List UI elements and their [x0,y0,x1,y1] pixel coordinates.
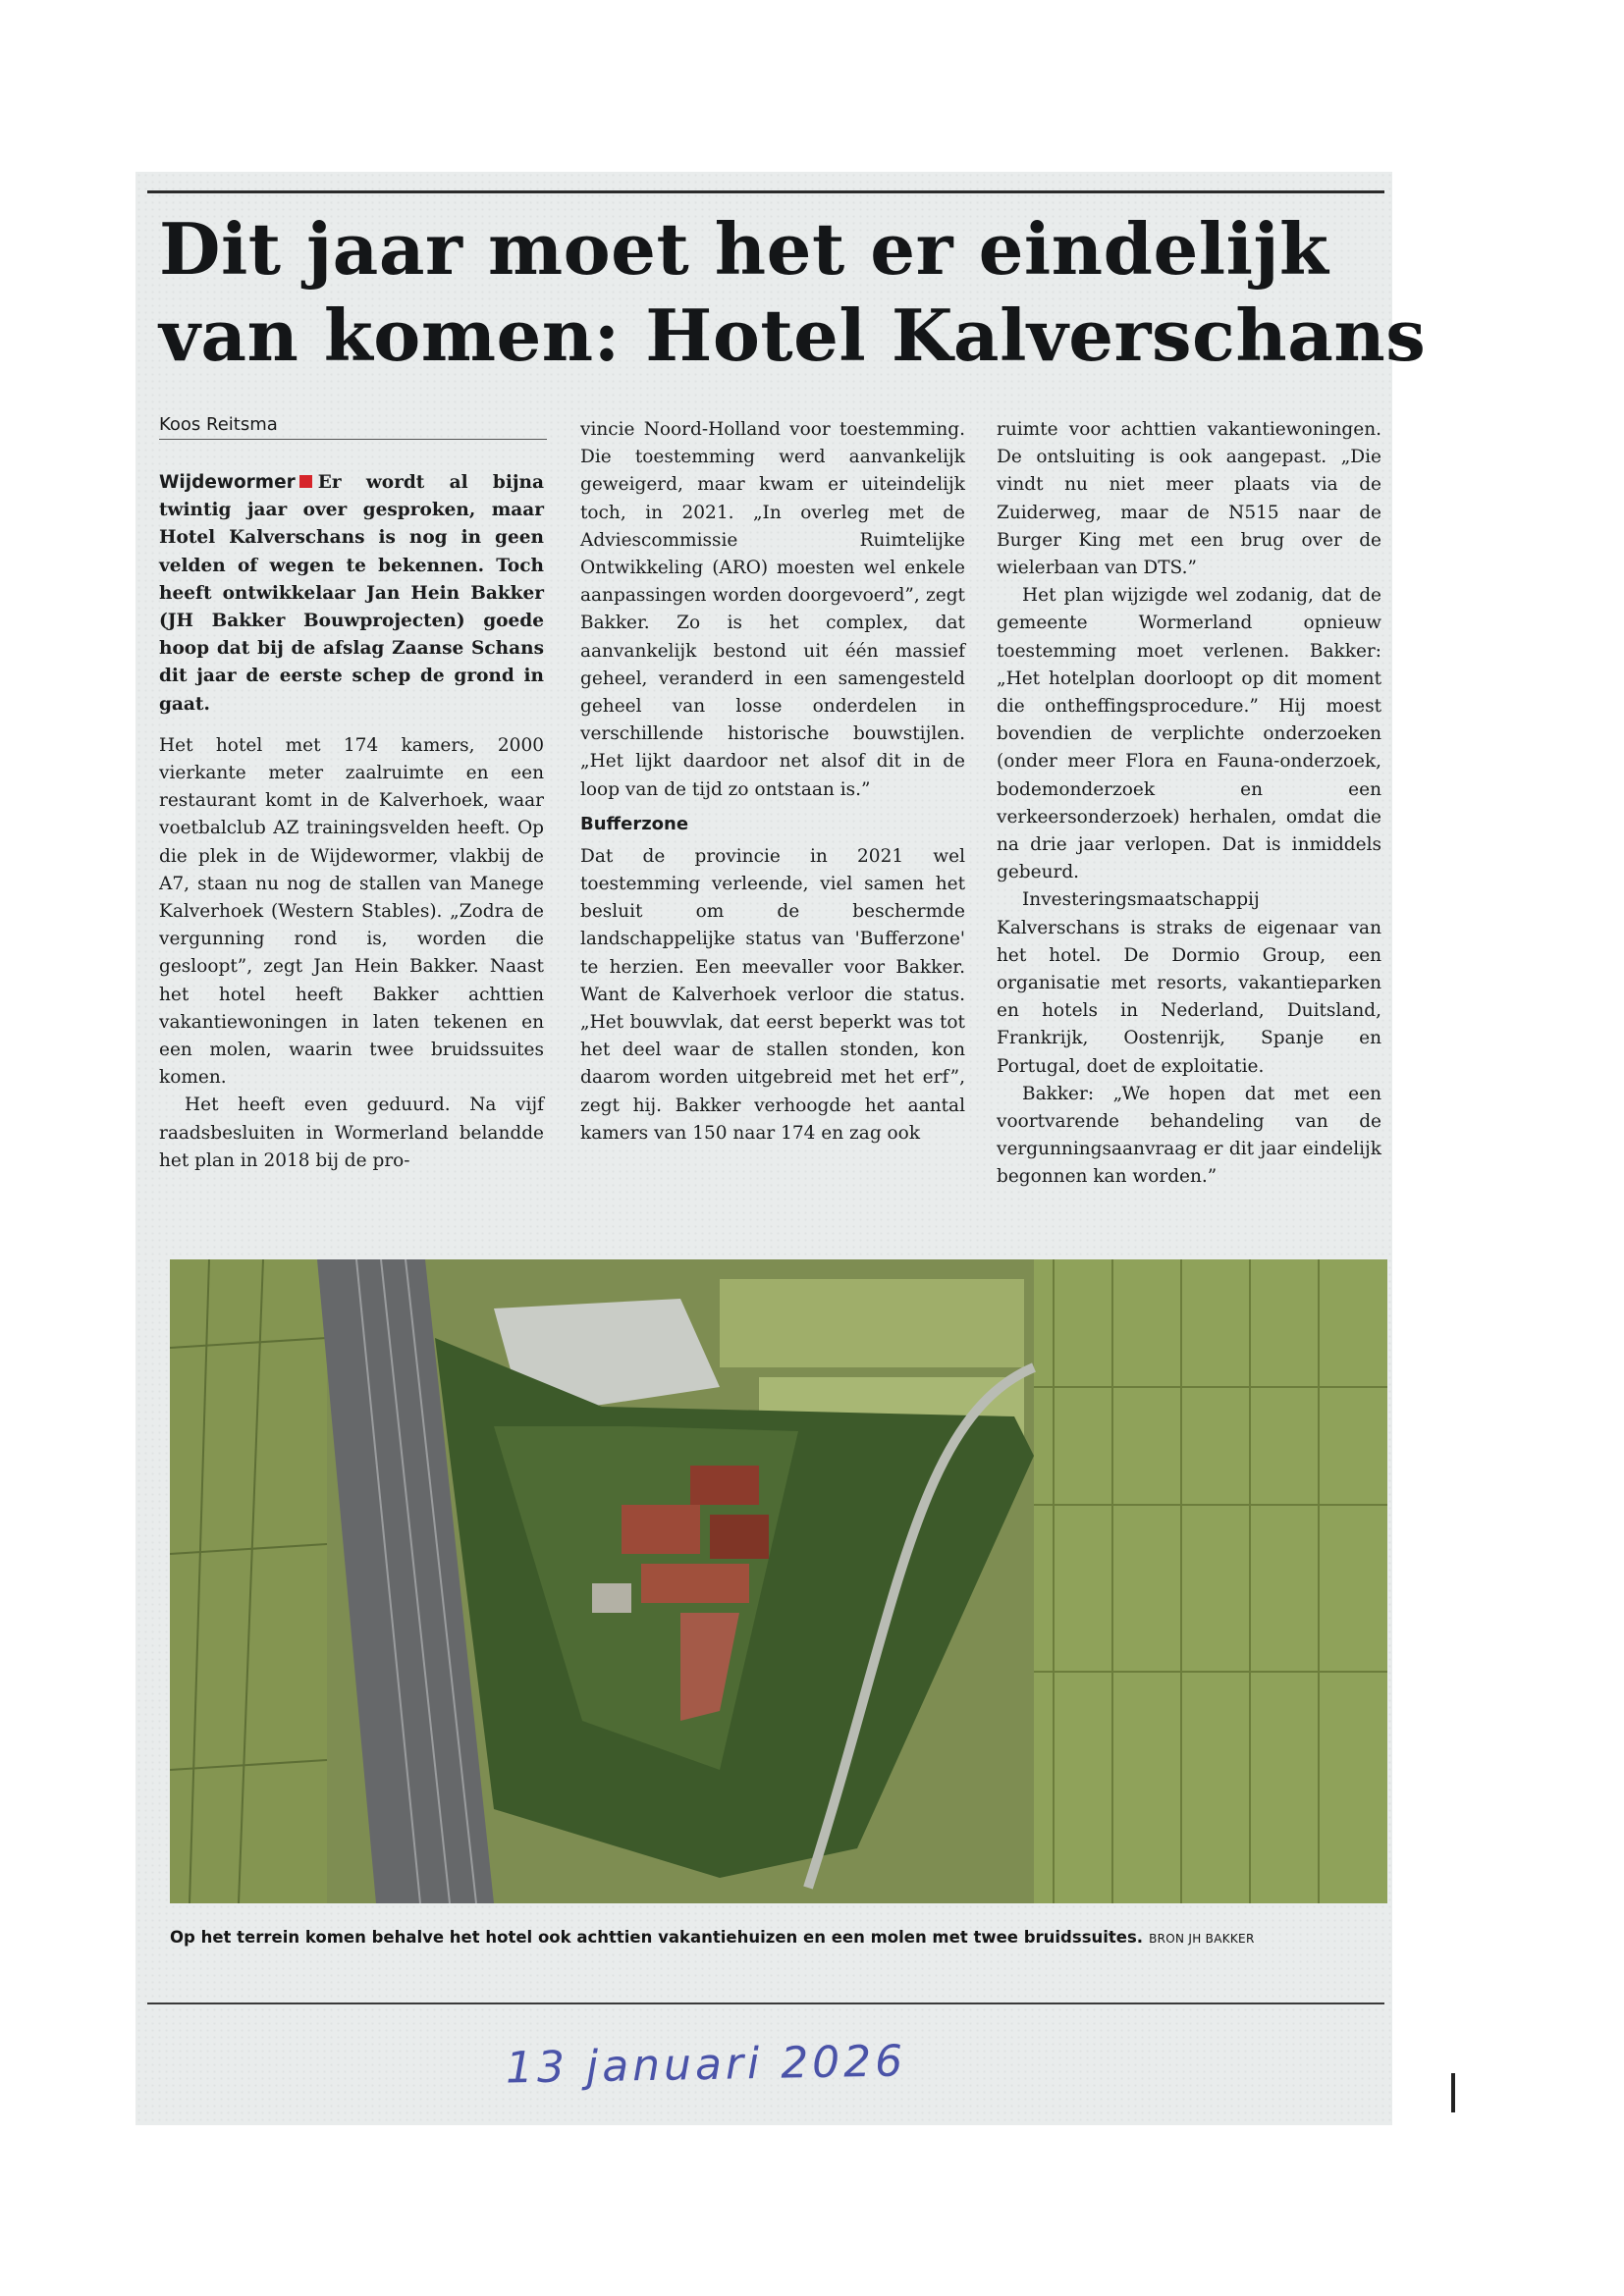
body-paragraph: vincie Noord-Holland voor toestemming. Die toestemming werd aanvankelijk geweigerd, maar kwam er uiteindelijk toch, in 2021. „In overleg met de Adviescommissie Ruimtelijke Ontwikkeling (ARO) moesten wel enkele aanpassingen worden doorgevoerd”, zegt Bakker. Zo is het complex, dat aanvankelijk bestond uit één massief geheel, veranderd in een samengesteld geheel van losse onderdelen in verschillende historische bouwstijlen. „Het lijkt daardoor net alsof dit in de loop van de tijd zo ontstaan is.” [580,419,965,800]
red-square-marker [299,475,312,488]
byline: Koos Reitsma [159,414,547,440]
body-paragraph: Bakker: „We hopen dat met een voortvarende behandeling van de vergunningsaanvraag er dit jaar eindelijk begonnen kan worden.” [997,1083,1381,1188]
body-paragraph: Investeringsmaatschappij Kalverschans is straks de eigenaar van het hotel. De Dormio Group, een organisatie met resorts, vakantieparken en hotels in Nederland, Duitsland, Frankrijk, Oostenrijk, Spanje en Portugal, doet de exploitatie. [997,889,1381,1077]
body-paragraph: Het hotel met 174 kamers, 2000 vierkante meter zaalruimte en een restaurant komt in de Kalverhoek, waar voetbalclub AZ trainingsvelden heeft. Op die plek in de Wijdewormer, vlakbij de A7, staan nu nog de stallen van Manege Kalverhoek (Western Stables). „Zodra de vergunning rond is, worden die gesloopt”, zegt Jan Hein Bakker. Naast het hotel heeft Bakker achttien vakantiewoningen in laten tekenen en een molen, waarin twee bruidssuites komen. [159,734,544,1089]
column-1 [159,469,544,1175]
dateline: Wijdewormer [159,472,296,493]
photo-caption [170,1928,1387,1947]
bottom-rule [147,2002,1384,2004]
body-paragraph: Het plan wijzigde wel zodanig, dat de gemeente Wormerland opnieuw toestemming moet verlenen. Bakker: „Het hotelplan doorloopt op dit moment die ontheffingsprocedure.” Hij moest bovendien de verplichte onderzoeken (onder meer Flora en Fauna-onderzoek, bodemonderzoek en een verkeersonderzoek) herhalen, omdat die na drie jaar verlopen. Dat is inmiddels gebeurd. [997,585,1381,883]
top-rule [147,190,1384,193]
lead-text: Er wordt al bijna twintig jaar over gesproken, maar Hotel Kalverschans is nog in geen velden of wegen te bekennen. Toch heeft ontwikkelaar Jan Hein Bakker (JH Bakker Bouwprojecten) goede hoop dat bij de afslag Zaanse Schans dit jaar de eerste schep de grond in gaat. [159,472,544,715]
column-3 [997,416,1381,1192]
column-2 [580,416,965,1148]
scan-edge-mark [1451,2073,1455,2112]
body-paragraph: ruimte voor achttien vakantiewoningen. De ontsluiting is ook aangepast. „Die vindt nu niet meer plaats via de Zuiderweg, maar de N515 naar de Burger King met een brug over de wielerbaan van DTS.” [997,419,1381,579]
body-paragraph: Het heeft even geduurd. Na vijf raadsbesluiten in Wormerland belandde het plan in 2018 bij de pro- [159,1095,544,1171]
aerial-photo-illustration [170,1259,1387,1903]
subheading-bufferzone: Bufferzone [580,813,689,834]
caption-text: Op het terrein komen behalve het hotel ook achttien vakantiehuizen en een molen met twee bruidssuites. [170,1928,1144,1947]
body-paragraph: Dat de provincie in 2021 wel toestemming verleende, viel samen het besluit om de beschermde landschappelijke status van 'Bufferzone' te herzien. Een meevaller voor Bakker. Want de Kalverhoek verloor die status. „Het bouwvlak, dat eerst beperkt was tot het deel waar de stallen stonden, kon daarom worden uitgebreid met het erf”, zegt hij. Bakker verhoogde het aantal kamers van 150 naar 174 en zag ook [580,845,965,1144]
photo-credit: BRON JH BAKKER [1149,1932,1255,1946]
headline-line-1: Dit jaar moet het er eindelijk [159,207,1329,291]
aerial-photo [170,1259,1387,1903]
headline [159,206,1427,379]
lead-paragraph [159,469,544,719]
headline-line-2: van komen: Hotel Kalverschans [159,294,1427,377]
handwritten-date: 13 januari 2026 [505,2036,907,2094]
